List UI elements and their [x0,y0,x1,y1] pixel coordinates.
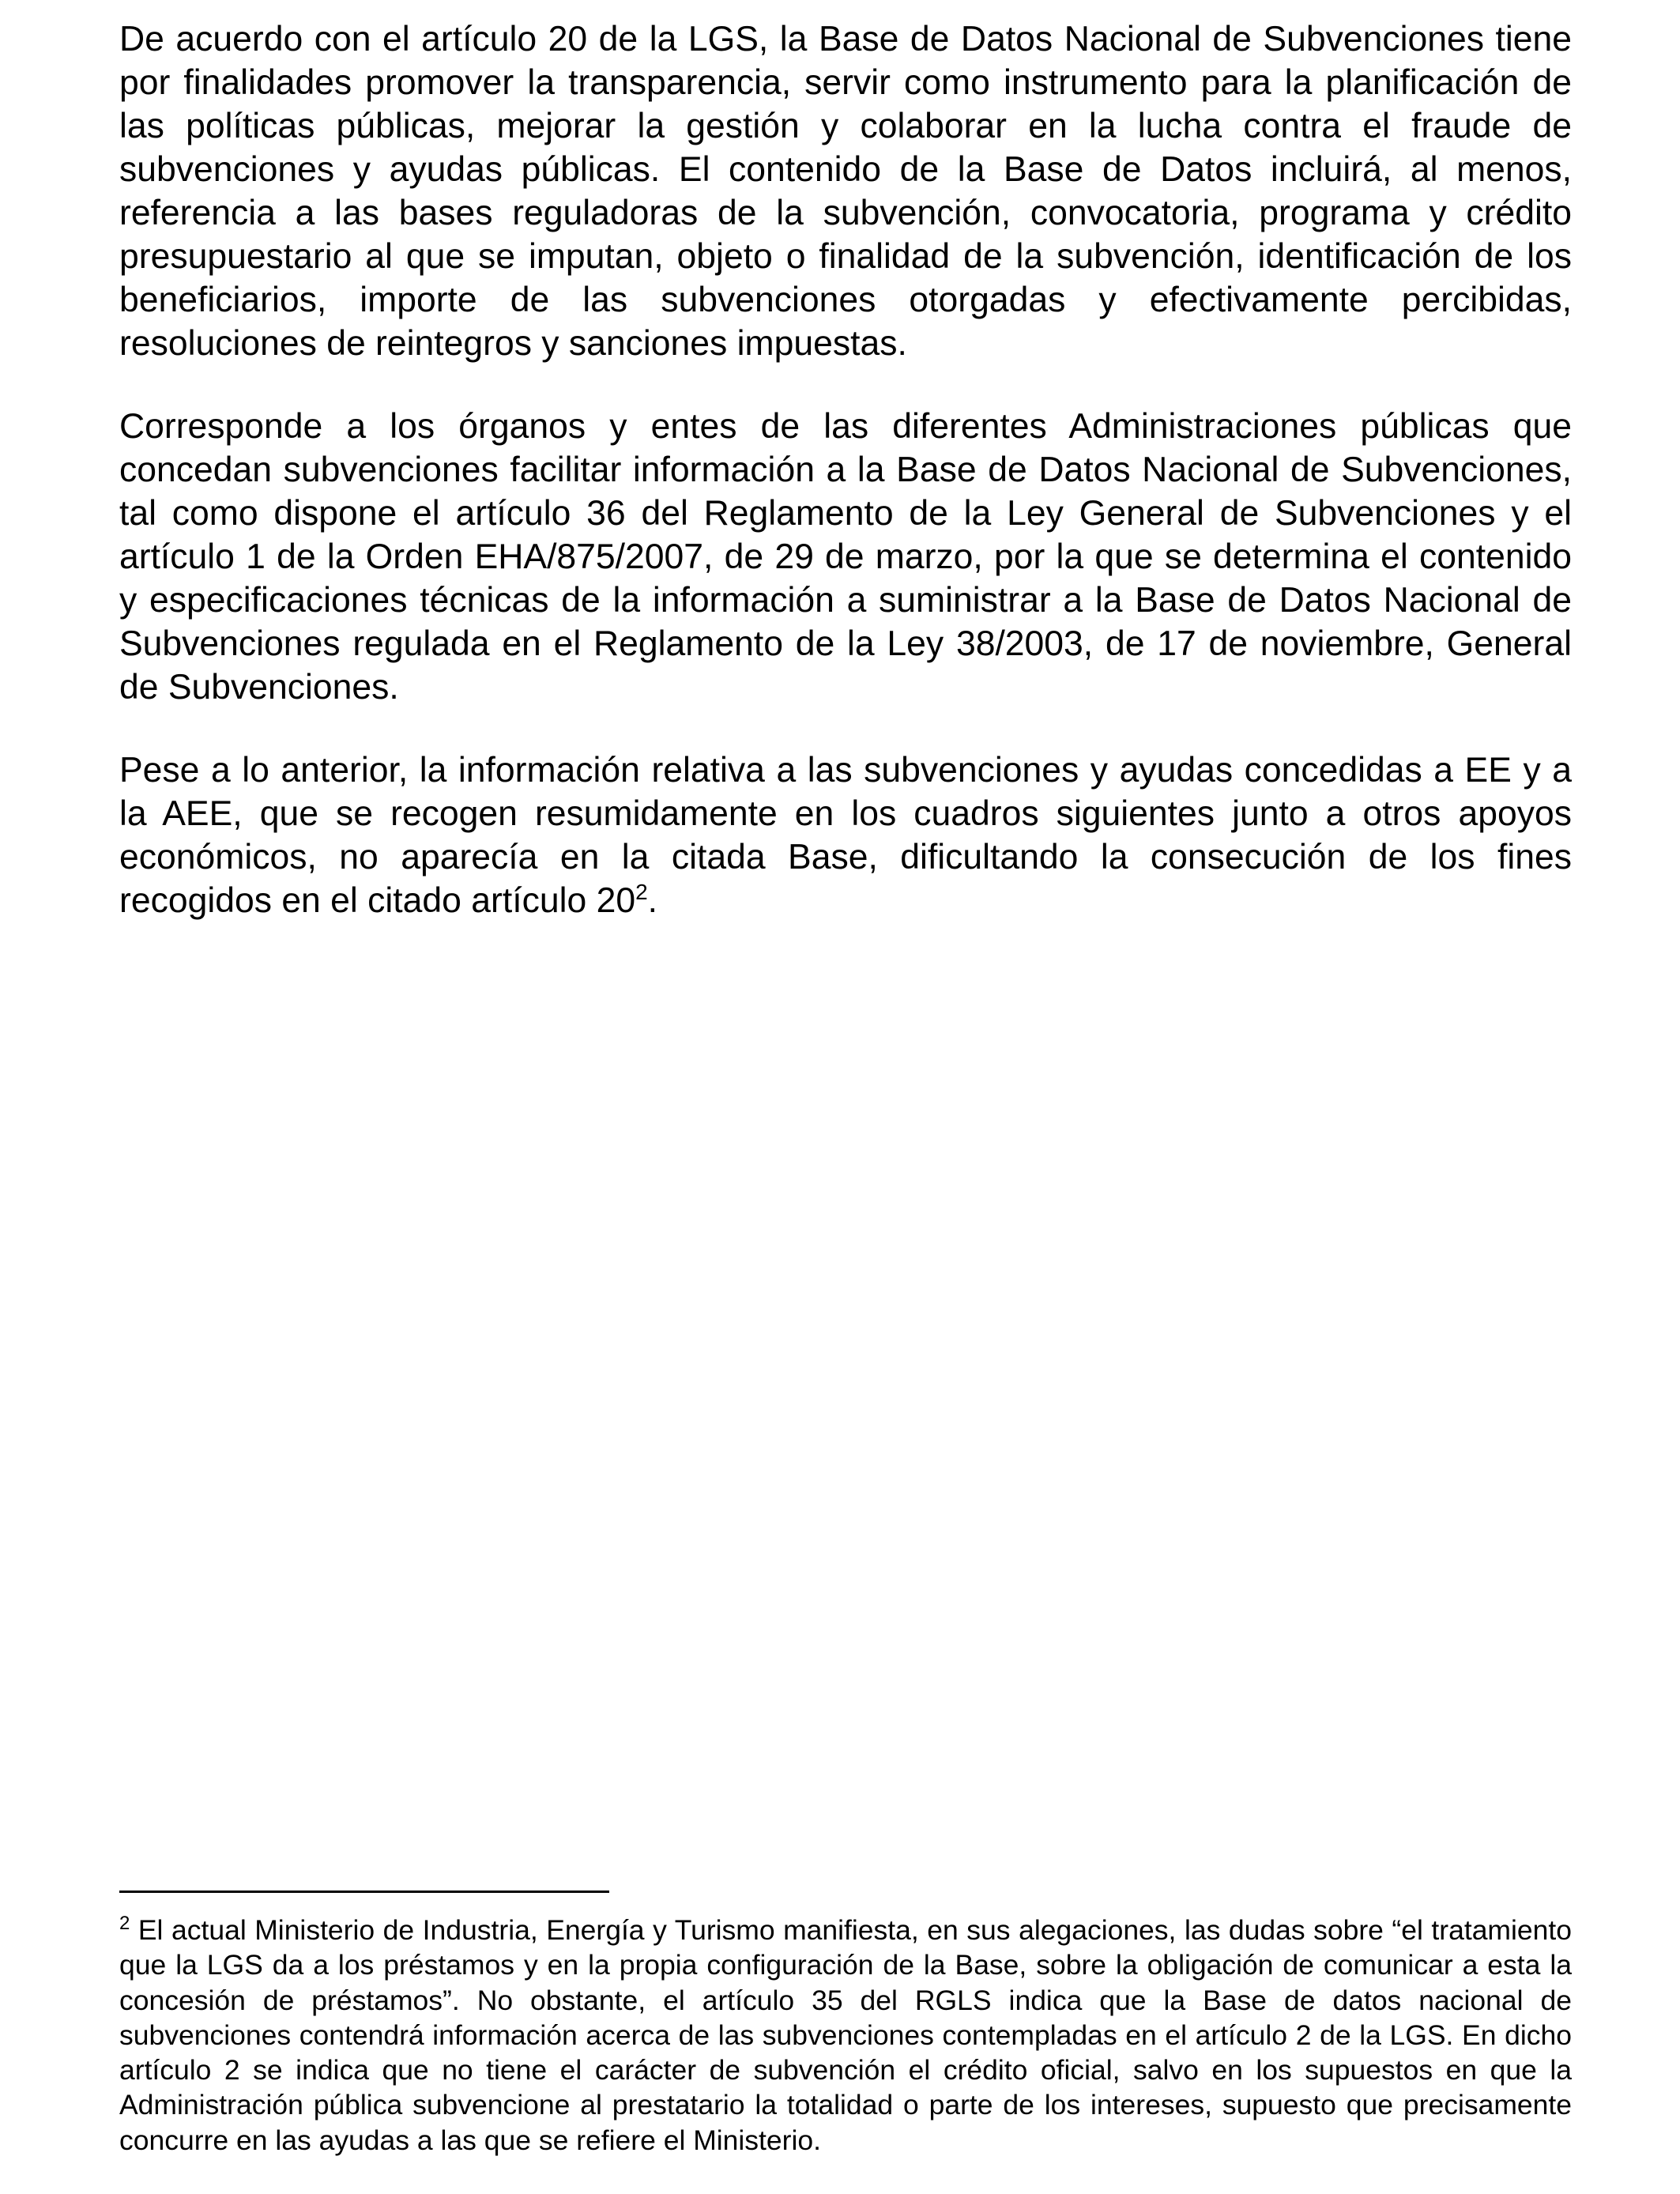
paragraph-3-end: . [647,881,658,920]
paragraph-2: Corresponde a los órganos y entes de las diferentes Administraciones públicas que concedan subvenciones facilitar información a la Base de Datos Nacional de Subvenciones, tal como dispone el artículo 36 del Reglamento de la Ley General de Subvenciones y el artículo 1 de la Orden EHA/875/2007, de 29 de marzo, por la que se determina el contenido y especificaciones técnicas de la información a suministrar a la Base de Datos Nacional de Subvenciones regulada en el Reglamento de la Ley 38/2003, de 17 de noviembre, General de Subvenciones. [119,407,1572,707]
body-text [119,17,1572,962]
footnote [119,1913,1572,2158]
paragraph-3-text: Pese a lo anterior, la información relativa a las subvenciones y ayudas concedidas a EE y a la AEE, que se recogen resumidamente en los cuadros siguientes junto a otros apoyos económicos, no aparecía en la citada Base, dificultando la consecución de los fines recogidos en el citado artículo 20 [119,751,1572,920]
footnote-text: El actual Ministerio de Industria, Energía y Turismo manifiesta, en sus alegaciones, las dudas sobre “el tratamiento que la LGS da a los préstamos y en la propia configuración de la Base, sobre la obligación de comunicar a esta la concesión de préstamos”. No obstante, el artículo 35 del RGLS indica que la Base de datos nacional de subvenciones contendrá información acerca de las subvenciones contempladas en el artículo 2 de la LGS. En dicho artículo 2 se indica que no tiene el carácter de subvención el crédito oficial, salvo en los supuestos en que la Administración pública subvencione al prestatario la totalidad o parte de los intereses, supuesto que precisamente concurre en las ayudas a las que se refiere el Ministerio. [119,1914,1572,2156]
footnote-separator [119,1891,609,1893]
footnote-number: 2 [119,1913,130,1935]
paragraph-1: De acuerdo con el artículo 20 de la LGS, la Base de Datos Nacional de Subvenciones tiene por finalidades promover la transparencia, servir como instrumento para la planificación de las políticas públicas, mejorar la gestión y colaborar en la lucha contra el fraude de subvenciones y ayudas públicas. El contenido de la Base de Datos incluirá, al menos, referencia a las bases reguladoras de la subvención, convocatoria, programa y crédito presupuestario al que se imputan, objeto o finalidad de la subvención, identificación de los beneficiarios, importe de las subvenciones otorgadas y efectivamente percibidas, resoluciones de reintegros y sanciones impuestas. [119,20,1572,363]
paragraph-3 [119,748,1572,922]
footnote-reference[interactable]: 2 [635,880,648,905]
